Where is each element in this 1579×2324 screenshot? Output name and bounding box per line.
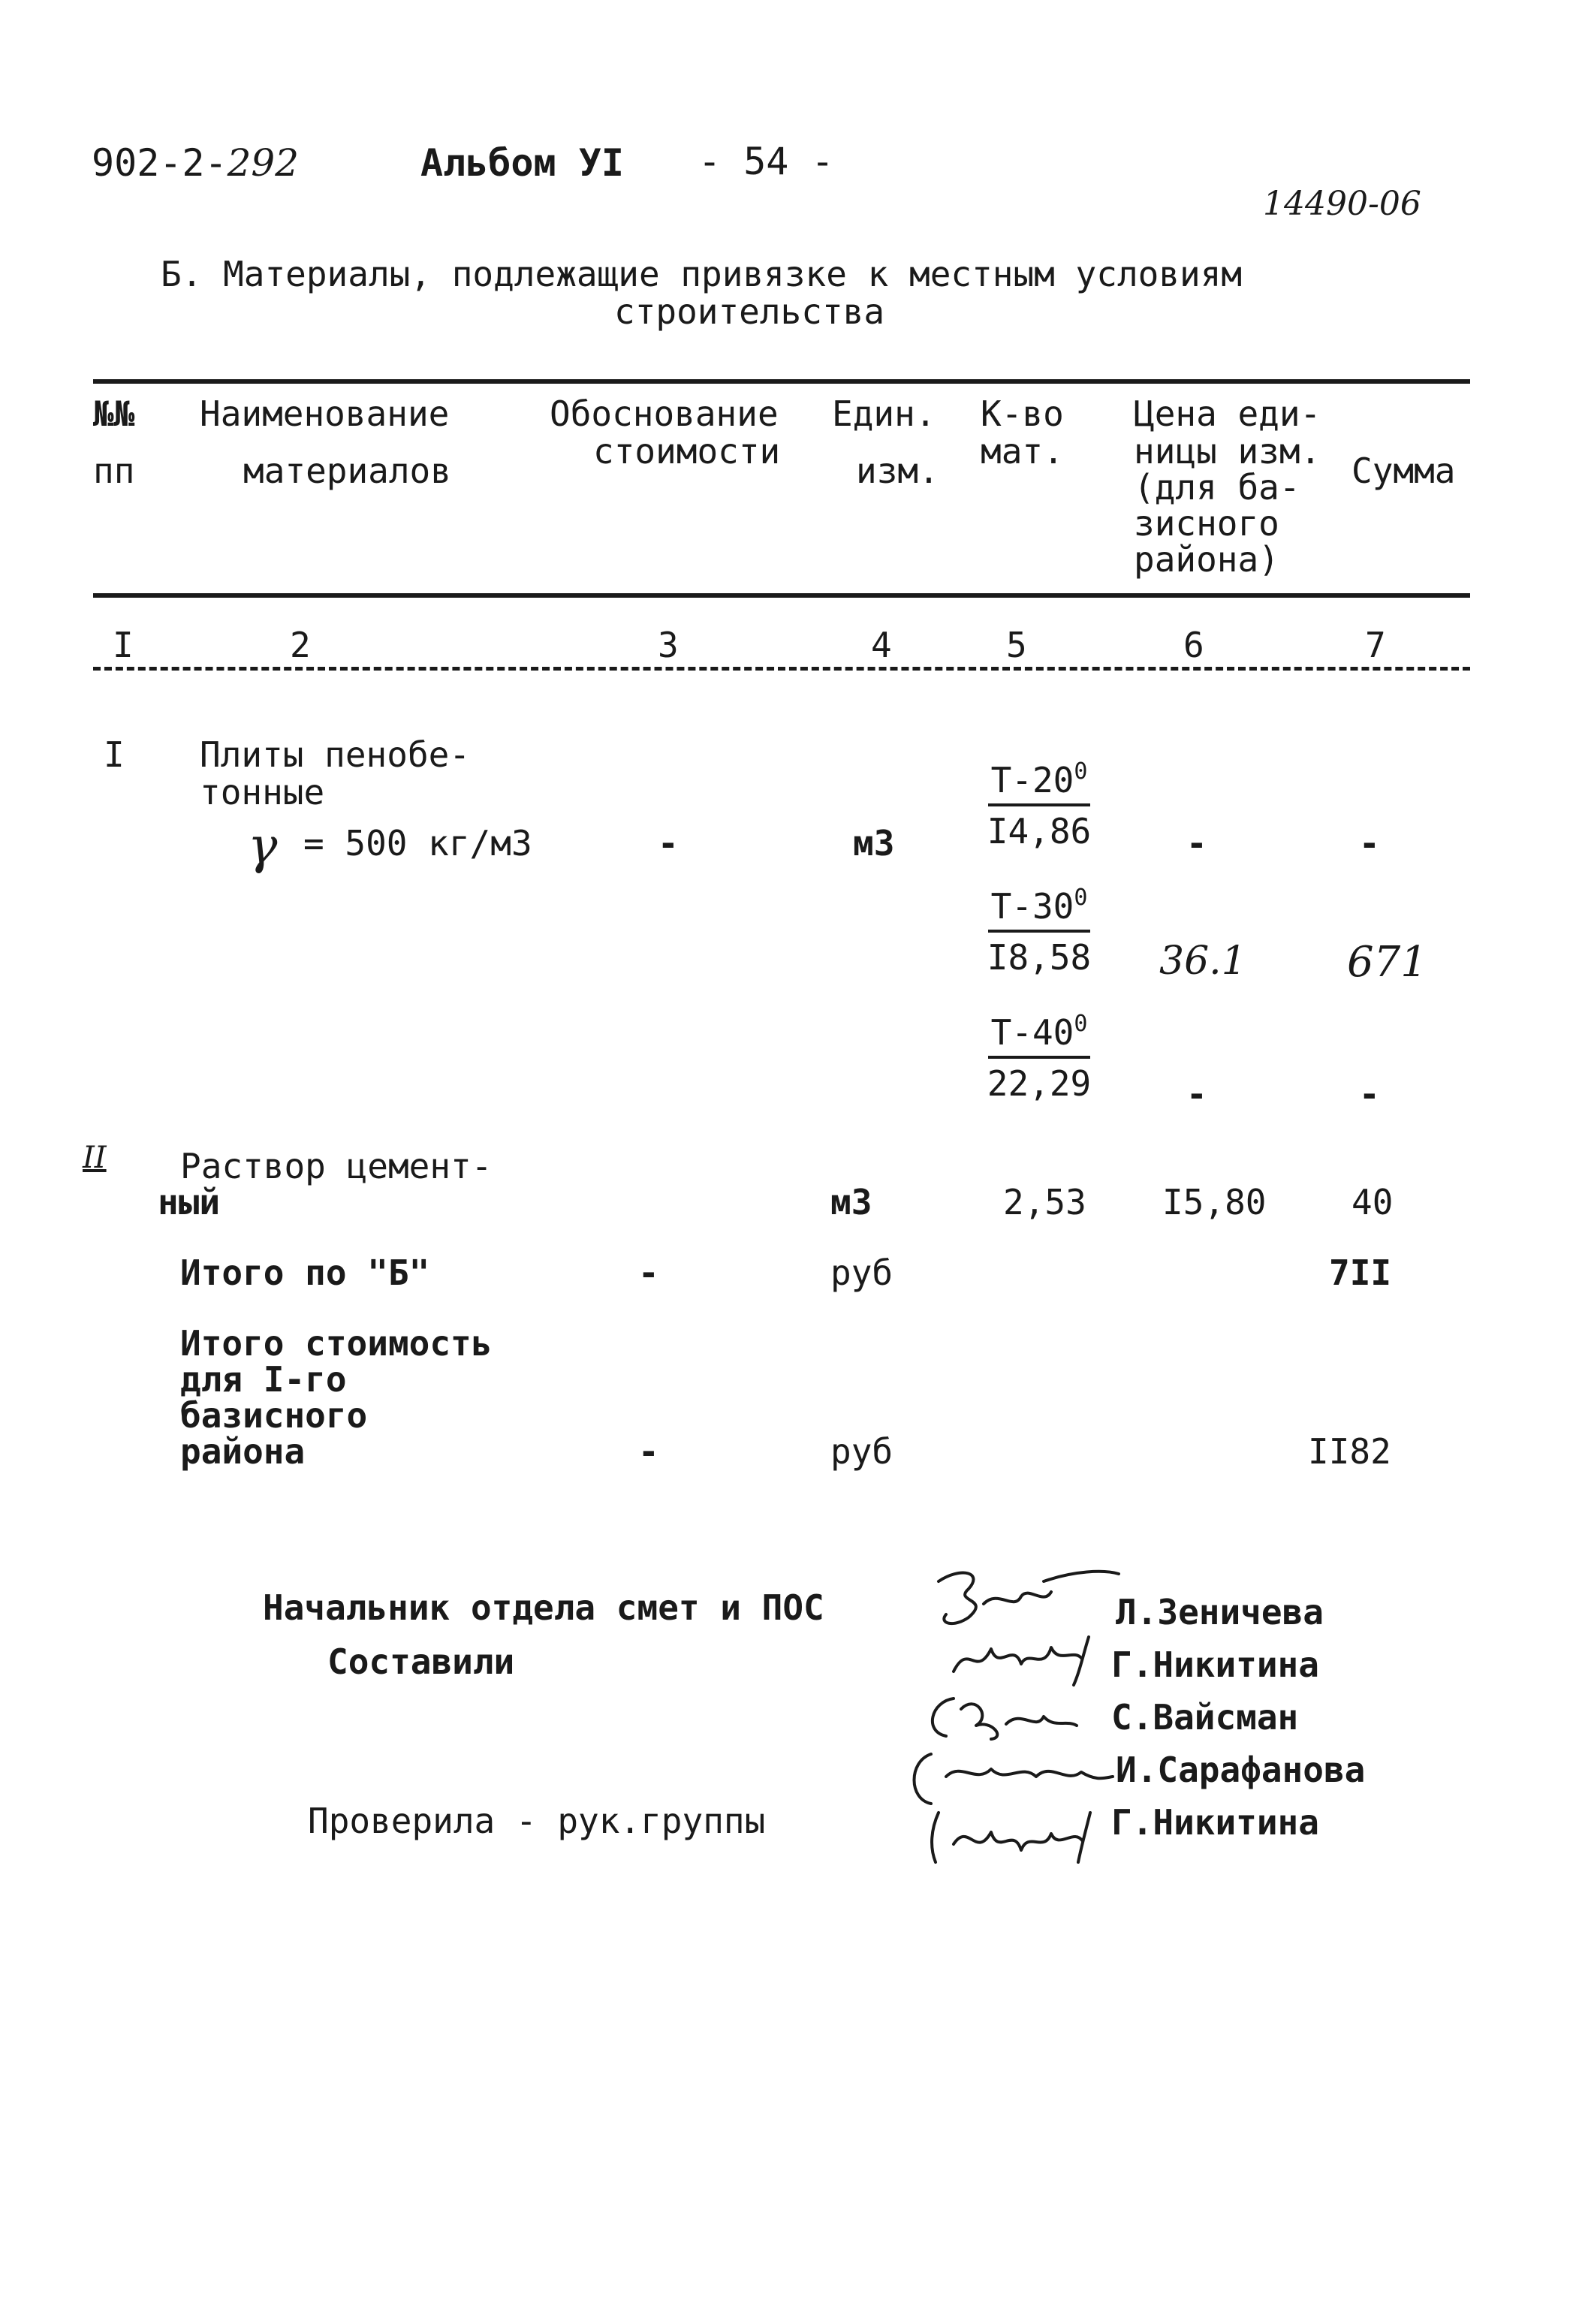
column-number-4: 4	[871, 625, 892, 665]
column-number-1: I	[113, 625, 134, 665]
header-name-line1: Наименование	[200, 393, 450, 434]
page-number: - 54 -	[698, 140, 834, 183]
checked-label: Проверила - рук.группы	[308, 1801, 766, 1841]
signer-name-1: Л.Зеничева	[1116, 1592, 1324, 1632]
header-price-line4: зисного	[1134, 503, 1279, 544]
header-name-line2: материалов	[243, 451, 451, 491]
header-basis-line2: стоимости	[593, 431, 781, 472]
header-bottom-rule	[93, 593, 1470, 598]
section-title-line1: Б. Материалы, подлежащие привязке к местным условиям	[161, 254, 1243, 294]
variant-t40-price: -	[1186, 1074, 1207, 1114]
head-label: Начальник отдела смет и ПОС	[263, 1587, 824, 1628]
row2-name-line2: ный	[158, 1182, 221, 1222]
signer-name-2: Г.Никитина	[1111, 1644, 1319, 1685]
total-b-basis: -	[638, 1252, 659, 1293]
total-b-sum: 7II	[1329, 1252, 1392, 1293]
doc-code	[92, 141, 300, 185]
inventory-number: 14490-06	[1263, 185, 1421, 223]
variant-t20-price: -	[1186, 823, 1207, 864]
row2-name-line1: Раствор цемент-	[180, 1146, 493, 1186]
variant-t30	[972, 885, 1107, 978]
total-cost-unit: руб	[830, 1431, 893, 1472]
row2-price: I5,80	[1162, 1182, 1267, 1222]
header-num-line1: №№	[93, 393, 135, 434]
row2-qty: 2,53	[1003, 1182, 1086, 1222]
header-unit-line1: Един.	[832, 393, 936, 434]
column-number-3: 3	[658, 625, 679, 665]
row1-num: I	[104, 734, 125, 775]
column-number-7: 7	[1365, 625, 1386, 665]
total-cost-label-line3: базисного	[180, 1395, 368, 1436]
variant-t40-sum: -	[1359, 1074, 1380, 1114]
variant-t30-sum: 671	[1347, 938, 1427, 987]
column-number-6: 6	[1183, 625, 1204, 665]
variant-t20	[972, 758, 1107, 852]
row1-unit: м3	[853, 823, 895, 864]
signature-3-stroke	[933, 1699, 1077, 1739]
compiled-label: Составили	[327, 1641, 515, 1682]
row1-name-line1: Плиты пенобе-	[200, 734, 471, 775]
variant-t20-label: $Т-20^0$	[988, 763, 1091, 806]
row2-num: II	[83, 1141, 107, 1175]
variant-t20-sum: -	[1359, 823, 1380, 864]
table-top-rule	[93, 379, 1470, 384]
signature-1-stroke-b	[984, 1572, 1119, 1604]
header-price-line2: ницы изм.	[1134, 431, 1321, 472]
column-numbers-dashed-rule	[93, 667, 1470, 671]
total-b-label: Итого по "Б"	[180, 1252, 430, 1293]
total-cost-label-line1: Итого стоимость	[180, 1323, 493, 1364]
signer-name-3: С.Вайсман	[1111, 1697, 1299, 1738]
column-number-5: 5	[1006, 625, 1027, 665]
row1-basis: -	[658, 823, 679, 864]
signature-2-stroke	[954, 1637, 1089, 1685]
variant-t30-price: 36.1	[1159, 939, 1246, 984]
variant-t30-label: $Т-30^0$	[988, 889, 1091, 933]
header-sum: Сумма	[1351, 451, 1456, 491]
row1-name-line2: тонные	[200, 772, 325, 812]
gamma-symbol: γ	[248, 817, 278, 875]
header-qty-line1: К-во	[981, 393, 1064, 434]
header-price-line1: Цена еди-	[1134, 393, 1321, 434]
variant-t40-label: $Т-40^0$	[988, 1015, 1091, 1059]
total-cost-label-line2: для I-го	[180, 1359, 347, 1400]
header-basis-line1: Обоснование	[550, 393, 779, 434]
column-number-2: 2	[290, 625, 311, 665]
row2-sum: 40	[1351, 1182, 1394, 1222]
album-label: Альбом УI	[420, 141, 624, 185]
signature-1-stroke-a	[939, 1573, 976, 1624]
signer-name-5: Г.Никитина	[1111, 1802, 1319, 1843]
section-title-line2: строительства	[614, 291, 885, 332]
variant-t20-qty: I4,86	[987, 811, 1092, 852]
signature-5-stroke	[932, 1813, 1090, 1862]
variant-t30-qty: I8,58	[987, 937, 1092, 978]
variant-t40	[972, 1011, 1107, 1104]
header-price-line3: (для ба-	[1134, 467, 1300, 508]
total-b-unit: руб	[830, 1252, 893, 1293]
total-cost-basis: -	[638, 1431, 659, 1472]
header-unit-line2: изм.	[856, 451, 939, 491]
header-qty-line2: мат.	[981, 431, 1064, 472]
signature-4-stroke	[915, 1754, 1113, 1804]
row1-density: = 500 кг/м3	[303, 823, 532, 864]
doc-code-prefix: 902-2-	[92, 141, 228, 185]
handwritten-signatures	[893, 1559, 1141, 1874]
variant-t40-qty: 22,29	[987, 1063, 1092, 1104]
total-cost-label-line4: района	[180, 1431, 306, 1472]
total-cost-sum: II82	[1308, 1431, 1391, 1472]
header-price-line5: района)	[1134, 539, 1279, 580]
row2-unit: м3	[830, 1182, 872, 1222]
header-num-line2: пп	[93, 451, 135, 491]
signer-name-4: И.Сарафанова	[1116, 1750, 1366, 1790]
doc-code-suffix: 292	[227, 141, 300, 185]
